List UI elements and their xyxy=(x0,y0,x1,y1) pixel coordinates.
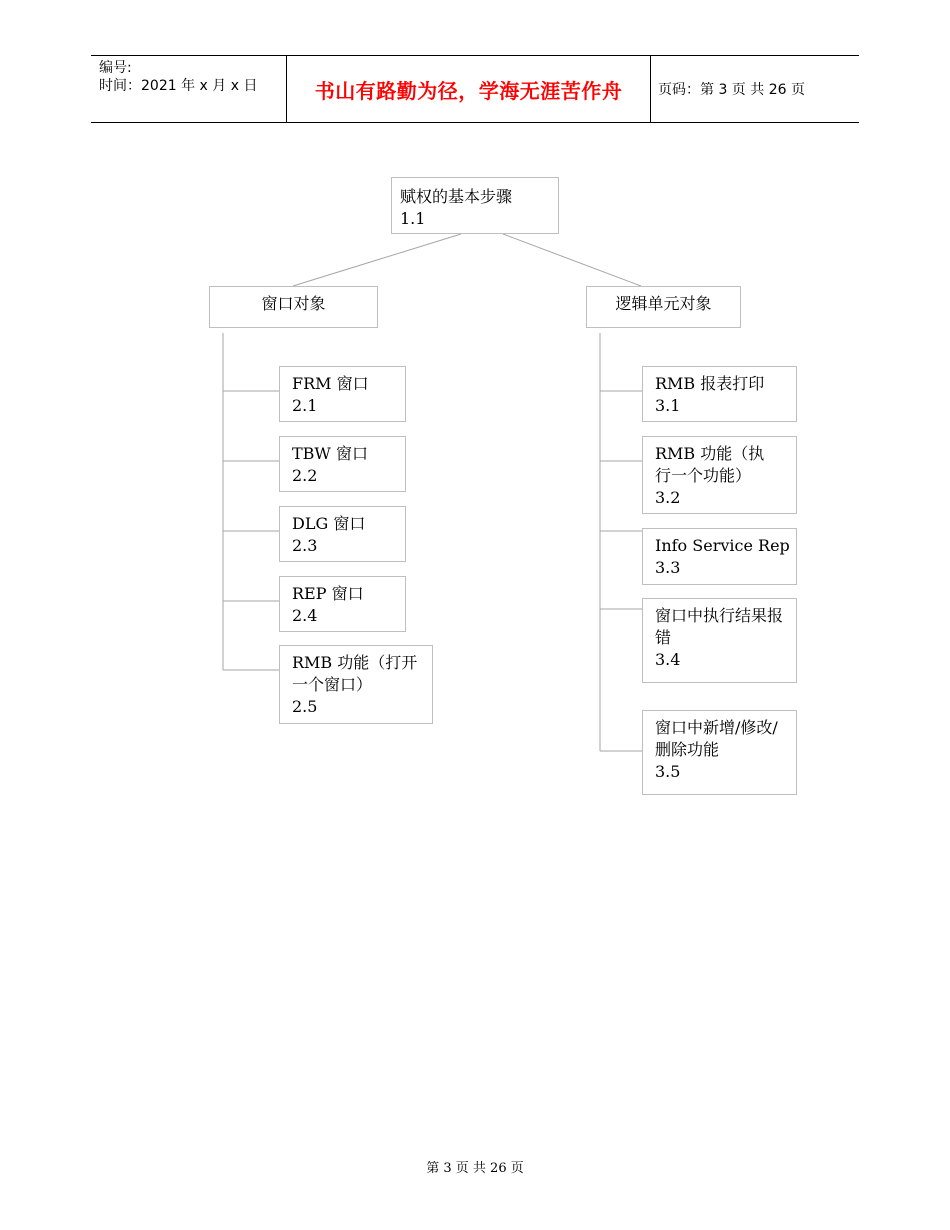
right-child-number: 3.3 xyxy=(655,558,681,577)
left-child-node xyxy=(279,645,433,724)
root-to-right-connector xyxy=(503,234,641,286)
right-child-title: RMB 功能（执行一个功能） xyxy=(655,444,765,485)
right-child-number: 3.1 xyxy=(655,396,681,415)
time-label: 时间：2021 年 x 月 x 日 xyxy=(99,78,258,94)
right-child-number: 3.2 xyxy=(655,488,681,507)
left-child-node xyxy=(279,506,406,562)
page-footer xyxy=(0,1157,950,1176)
code-label: 编号: xyxy=(99,60,132,76)
right-child-title: 窗口中新增/修改/删除功能 xyxy=(655,718,778,759)
right-child-node xyxy=(642,710,797,795)
left-child-number: 2.5 xyxy=(292,697,318,716)
right-child-node xyxy=(642,436,797,514)
footer-page-number: 第 3 页 共 26 页 xyxy=(426,1161,524,1176)
right-child-node xyxy=(642,528,797,585)
left-child-title: RMB 功能（打开一个窗口） xyxy=(292,653,418,694)
left-group-title: 窗口对象 xyxy=(261,294,326,313)
root-node xyxy=(391,177,559,234)
right-child-title: Info Service Rep xyxy=(655,536,790,555)
left-child-node xyxy=(279,576,406,632)
left-child-title: DLG 窗口 xyxy=(292,514,366,533)
root-to-left-connector xyxy=(293,234,461,286)
right-group-title: 逻辑单元对象 xyxy=(615,294,712,313)
right-child-title: RMB 报表打印 xyxy=(655,374,765,393)
left-child-title: TBW 窗口 xyxy=(292,444,368,463)
right-child-number: 3.4 xyxy=(655,650,681,669)
left-child-title: FRM 窗口 xyxy=(292,374,369,393)
right-child-number: 3.5 xyxy=(655,762,681,781)
root-number: 1.1 xyxy=(400,209,426,228)
left-child-number: 2.3 xyxy=(292,536,318,555)
left-child-title: REP 窗口 xyxy=(292,584,364,603)
right-child-node xyxy=(642,598,797,683)
left-child-number: 2.2 xyxy=(292,466,318,485)
left-group-node xyxy=(209,286,378,328)
right-group-node xyxy=(586,286,741,328)
left-child-node xyxy=(279,366,406,422)
page-info: 页码：第 3 页 共 26 页 xyxy=(658,82,805,98)
left-child-number: 2.4 xyxy=(292,606,318,625)
left-child-number: 2.1 xyxy=(292,396,318,415)
left-child-node xyxy=(279,436,406,492)
right-child-node xyxy=(642,366,797,422)
root-title: 赋权的基本步骤 xyxy=(400,187,513,206)
right-child-title: 窗口中执行结果报错 xyxy=(655,606,784,647)
motto: 书山有路勤为径，学海无涯苦作舟 xyxy=(314,78,623,103)
